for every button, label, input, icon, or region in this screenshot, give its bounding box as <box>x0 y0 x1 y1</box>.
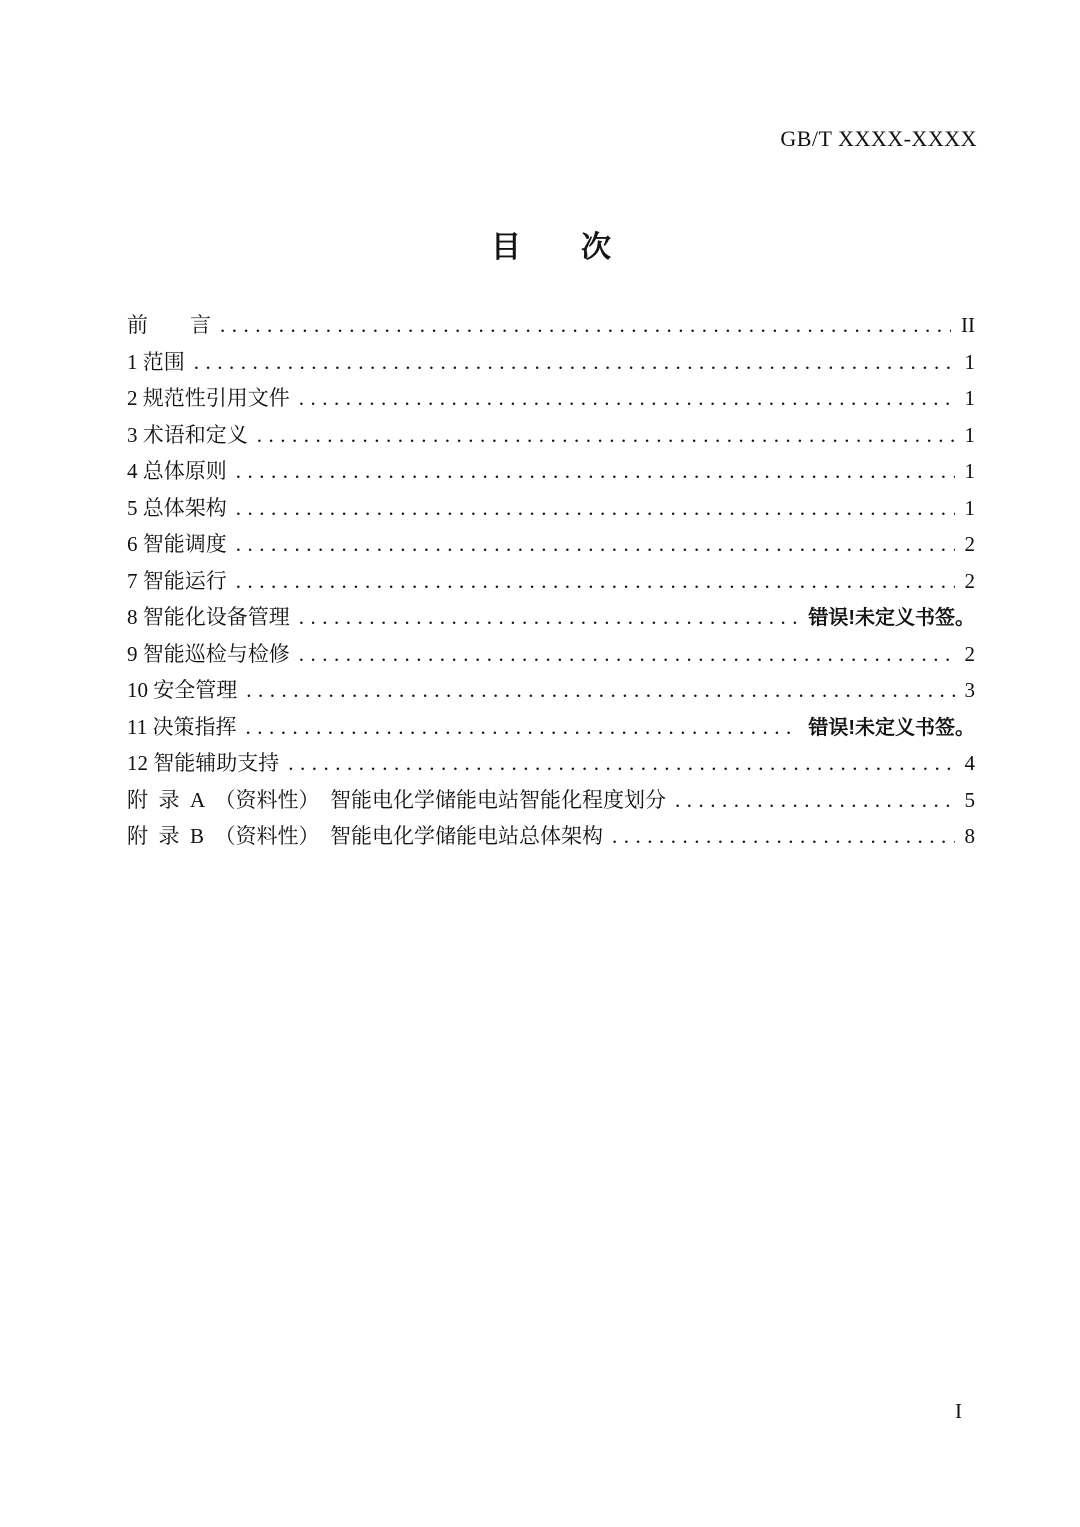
toc-entry-label: 12 智能辅助支持 <box>127 751 280 775</box>
footer-page-number: I <box>955 1399 962 1423</box>
toc-entry-page-number: 2 <box>964 568 975 593</box>
toc-entry <box>127 782 975 819</box>
toc-entry-page-number: 1 <box>964 495 975 520</box>
toc-leader-dots <box>257 417 955 454</box>
toc-entry-label: 5 总体架构 <box>127 495 227 520</box>
toc-entry <box>127 526 975 563</box>
toc-list <box>127 307 975 855</box>
toc-entry-label: 8 智能化设备管理 <box>127 605 290 629</box>
standard-code: GB/T XXXX-XXXX <box>780 126 977 151</box>
toc-leader-dots <box>299 636 955 673</box>
toc-entry-label: 10 安全管理 <box>127 678 238 702</box>
toc-entry <box>127 307 975 344</box>
toc-entry-error-bookmark: 错误!未定义书签。 <box>808 716 975 739</box>
toc-entry-page-number: 1 <box>964 459 975 483</box>
toc-entry <box>127 380 975 417</box>
toc-entry-label: 7 智能运行 <box>127 568 227 593</box>
toc-leader-dots <box>299 599 799 636</box>
toc-leader-dots <box>194 344 955 381</box>
toc-entry-page-number: 1 <box>964 349 975 374</box>
toc-entry <box>127 599 975 636</box>
toc-entry <box>127 490 975 527</box>
toc-leader-dots <box>236 526 955 563</box>
toc-entry-label: 3 术语和定义 <box>127 422 248 447</box>
toc-leader-dots <box>245 709 798 746</box>
toc-entry <box>127 417 975 454</box>
toc-leader-dots <box>220 307 951 344</box>
toc-entry-page-number: 8 <box>964 824 975 848</box>
toc-entry-label: 6 智能调度 <box>127 532 227 556</box>
toc-leader-dots <box>288 745 954 782</box>
toc-leader-dots <box>299 380 955 417</box>
page-title: 目 次 <box>491 231 611 264</box>
toc-leader-dots <box>246 672 954 709</box>
toc-leader-dots <box>236 563 955 600</box>
toc-entry-page-number: 2 <box>964 641 975 666</box>
toc-entry-label: 前 言 <box>127 313 211 337</box>
toc-entry-page-number: 1 <box>964 422 975 447</box>
toc-entry-page-number: II <box>961 313 975 337</box>
toc-entry-label: 附 录 A （资料性） 智能电化学储能电站智能化程度划分 <box>127 787 667 812</box>
toc-entry-page-number: 4 <box>964 751 975 775</box>
toc-entry <box>127 344 975 381</box>
toc-leader-dots <box>612 818 954 855</box>
toc-entry <box>127 453 975 490</box>
toc-entry-error-bookmark: 错误!未定义书签。 <box>808 607 975 629</box>
toc-entry <box>127 745 975 782</box>
toc-leader-dots <box>236 490 955 527</box>
toc-entry <box>127 818 975 855</box>
toc-entry-label: 9 智能巡检与检修 <box>127 641 290 666</box>
toc-entry-label: 11 决策指挥 <box>127 714 237 739</box>
page-footer <box>955 1399 962 1424</box>
toc-leader-dots <box>236 453 955 490</box>
toc-entry <box>127 672 975 709</box>
toc-entry-page-number: 3 <box>964 678 975 702</box>
toc-entry <box>127 636 975 673</box>
toc-entry-page-number: 1 <box>964 386 975 410</box>
page-header <box>127 126 977 152</box>
toc-entry-page-number: 5 <box>964 787 975 812</box>
toc-entry <box>127 563 975 600</box>
toc-entry-label: 附 录 B （资料性） 智能电化学储能电站总体架构 <box>127 824 604 848</box>
toc-leader-dots <box>675 782 954 819</box>
toc-entry <box>127 709 975 746</box>
toc-entry-page-number: 2 <box>964 532 975 556</box>
toc-entry-label: 2 规范性引用文件 <box>127 386 290 410</box>
toc-entry-label: 4 总体原则 <box>127 459 227 483</box>
toc-entry-label: 1 范围 <box>127 349 185 374</box>
